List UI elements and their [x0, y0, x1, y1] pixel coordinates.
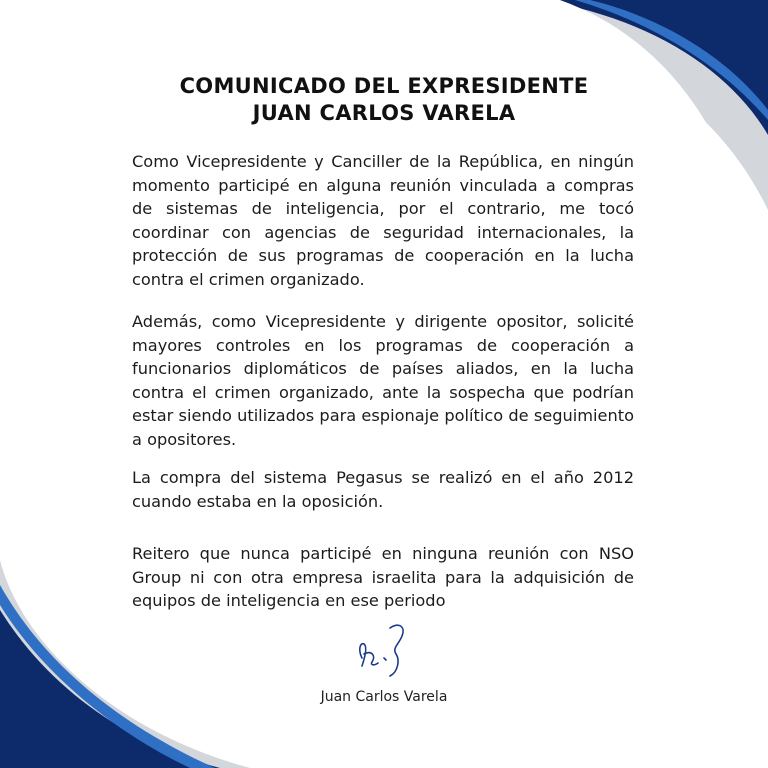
paragraph-4: Reitero que nunca participé en ninguna reunión con NSO Group ni con otra empresa israelita para la adquisición de equipos de inteligencia en ese periodo [132, 544, 634, 610]
handwritten-signature [350, 614, 420, 684]
signer-name: Juan Carlos Varela [320, 689, 448, 705]
title-line-2: JUAN CARLOS VARELA [252, 101, 516, 125]
paragraph-2: Además, como Vicepresidente y dirigente opositor, solicité mayores controles en los programas de cooperación a funcionarios diplomáticos de países aliados, en la lucha contra el crimen organizado, ante la sospecha que podrían estar siendo utilizados para espionaje político de seguimiento a opositores. [132, 312, 634, 449]
title-line-1: COMUNICADO DEL EXPRESIDENTE [179, 74, 589, 98]
paragraph-3: La compra del sistema Pegasus se realizó en el año 2012 cuando estaba en la oposición. [132, 468, 634, 511]
paragraph-1: Como Vicepresidente y Canciller de la República, en ningún momento participé en alguna reunión vinculada a compras de sistemas de inteligencia, por el contrario, me tocó coordinar con agencias de seguridad internacionales, la protección de sus programas de cooperación en la lucha contra el crimen organizado. [132, 152, 634, 289]
